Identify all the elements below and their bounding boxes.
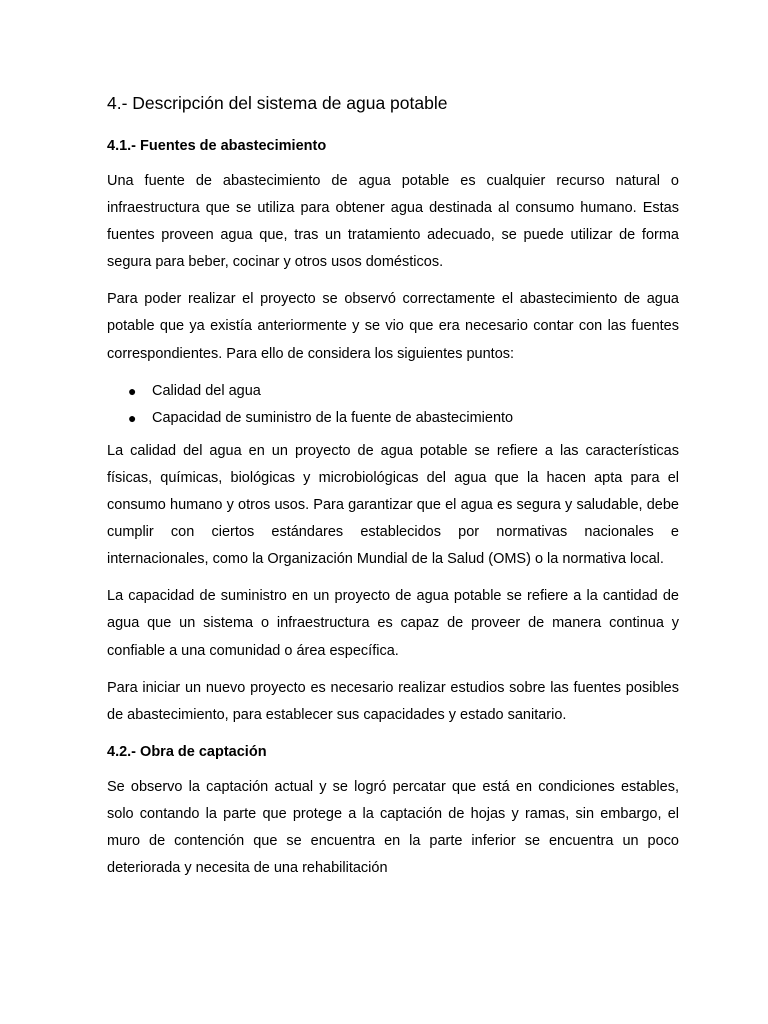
- paragraph: Para iniciar un nuevo proyecto es necesario realizar estudios sobre las fuentes posibles de abastecimiento, para establecer sus capacidades y estado sanitario.: [107, 679, 679, 723]
- list-item: [107, 378, 679, 405]
- list-item: [107, 405, 679, 432]
- paragraph: La capacidad de suministro en un proyecto de agua potable se refiere a la cantidad de agua que un sistema o infraestructura es capaz de proveer de manera continua y confiable a una comunidad o área específica.: [107, 588, 679, 659]
- paragraph: Para poder realizar el proyecto se observó correctamente el abastecimiento de agua potable que ya existía anteriormente y se vio que era necesario contar con las fuentes correspondientes. Para ello de considera los siguientes puntos:: [107, 291, 679, 362]
- list-item-text: Calidad del agua: [152, 382, 261, 399]
- paragraph: Se observo la captación actual y se logró percatar que está en condiciones estables, solo contando la parte que protege a la captación de hojas y ramas, sin embargo, el muro de contención que se encuentra en la parte inferior se encuentra un poco deteriorada y necesita de una rehabilitación: [107, 778, 679, 877]
- section-title: 4.- Descripción del sistema de agua potable: [107, 93, 448, 113]
- list-item-text: Capacidad de suministro de la fuente de abastecimiento: [152, 409, 514, 426]
- paragraph: Una fuente de abastecimiento de agua potable es cualquier recurso natural o infraestructura que se utiliza para obtener agua destinada al consumo humano. Estas fuentes proveen agua que, tras un tratamiento adecuado, se puede utilizar de forma segura para beber, cocinar y otros usos domésticos.: [107, 173, 679, 271]
- subsection-title-fuentes: 4.1.- Fuentes de abastecimiento: [107, 138, 327, 154]
- bullet-list: [107, 378, 679, 432]
- subsection-title-obra: 4.2.- Obra de captación: [107, 743, 267, 760]
- document-page: [107, 86, 679, 892]
- bullet-icon: ●: [128, 409, 137, 426]
- bullet-icon: ●: [128, 382, 137, 399]
- paragraph: La calidad del agua en un proyecto de agua potable se refiere a las características físicas, químicas, biológicas y microbiológicas del agua que la hacen apta para el consumo humano y otros usos. Para garantizar que el agua es segura y saludable, debe cumplir con ciertos estándares establecidos por normativas nacionales e internacionales, como la Organización Mundial de la Salud (OMS) o la normativa local.: [107, 442, 679, 568]
